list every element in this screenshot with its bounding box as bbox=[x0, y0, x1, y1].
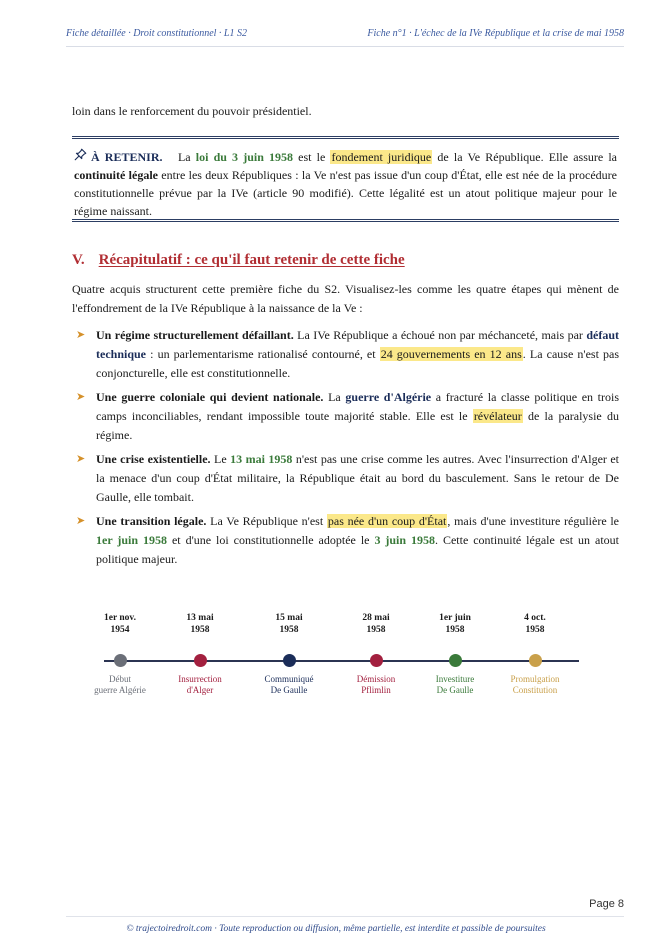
timeline-date: 13 mai bbox=[186, 613, 214, 623]
text-run: , mais d'une investiture régulière le bbox=[447, 514, 620, 528]
timeline-date: 28 mai bbox=[362, 613, 390, 623]
pushpin-icon bbox=[74, 148, 87, 166]
timeline-event bbox=[75, 612, 165, 695]
timeline-dot bbox=[114, 654, 127, 667]
bullet-head: Une transition légale. bbox=[96, 514, 207, 528]
text-run: . La cause n'est pas conjoncturelle, elle est constitutionnelle. bbox=[96, 347, 620, 380]
timeline-year: 1958 bbox=[366, 625, 386, 635]
highlighted-text: fondement juridique bbox=[331, 150, 432, 164]
arrow-bullet-icon: ➤ bbox=[76, 515, 86, 527]
text-run: entre les deux Républiques : la Ve n'est pas issue d'un coup d'État, elle est née de la procédure constitutionnelle prévue par la IVe (article 90 modifié). Cette légalité est un atout politique majeur pour le régime naissant. bbox=[74, 168, 617, 218]
text-run: La Ve République n'est bbox=[206, 514, 327, 528]
timeline-label: Investiture De Gaulle bbox=[435, 674, 475, 695]
bullet-head: Un régime structurellement défaillant. bbox=[96, 328, 294, 342]
continuation-text: loin dans le renforcement du pouvoir présidentiel. bbox=[72, 104, 312, 118]
timeline-dot bbox=[370, 654, 383, 667]
text-run: Le bbox=[210, 452, 231, 466]
header-rule bbox=[66, 46, 624, 47]
timeline-label: Début guerre Algérie bbox=[94, 674, 146, 695]
bold-term: défaut technique bbox=[96, 328, 619, 361]
recap-list bbox=[72, 326, 619, 574]
section-heading-text: Récapitulatif : ce qu'il faut retenir de cette fiche bbox=[98, 252, 405, 268]
text-run: est le bbox=[293, 150, 331, 164]
timeline-label: Démission Pflimlin bbox=[356, 674, 396, 695]
text-run: . Cette continuité légale est un atout politique majeur. bbox=[96, 533, 619, 566]
timeline-label: Communiqué De Gaulle bbox=[264, 674, 314, 695]
highlight-date: 1er juin 1958 bbox=[96, 533, 168, 547]
timeline-event bbox=[331, 612, 421, 695]
timeline-date: 1er juin bbox=[439, 613, 471, 623]
highlight-date: loi du 3 juin 1958 bbox=[195, 150, 294, 164]
text-run: : un parlementarisme rationalisé contourné, et bbox=[146, 347, 380, 361]
list-item bbox=[72, 450, 619, 507]
timeline-year: 1958 bbox=[190, 625, 210, 635]
timeline-date: 1er nov. bbox=[103, 613, 137, 623]
text-run: de la paralysie du régime. bbox=[96, 409, 619, 442]
arrow-bullet-icon: ➤ bbox=[76, 453, 86, 465]
highlight-date: 3 juin 1958 bbox=[374, 533, 436, 547]
arrow-bullet-icon: ➤ bbox=[76, 329, 86, 341]
timeline-event bbox=[410, 612, 500, 695]
timeline-dot bbox=[194, 654, 207, 667]
timeline-label: Insurrection d'Alger bbox=[178, 674, 222, 695]
list-item bbox=[72, 512, 619, 569]
footer-rule bbox=[66, 916, 624, 917]
timeline-axis bbox=[104, 660, 579, 662]
intro-paragraph: Quatre acquis structurent cette première fiche du S2. Visualisez-les comme les quatre étapes qui mènent de l'effondrement de la IVe République à la naissance de la Ve : bbox=[72, 282, 619, 315]
timeline-event bbox=[490, 612, 580, 695]
header-left: Fiche détaillée · Droit constitutionnel · L1 S2 bbox=[66, 28, 247, 39]
timeline bbox=[72, 612, 619, 702]
timeline-date: 15 mai bbox=[275, 613, 303, 623]
text-run: La bbox=[177, 150, 196, 164]
list-item bbox=[72, 326, 619, 383]
timeline-year: 1958 bbox=[279, 625, 299, 635]
highlight-date: 13 mai 1958 bbox=[230, 452, 293, 466]
section-title bbox=[72, 252, 405, 269]
running-header bbox=[66, 28, 624, 46]
timeline-label: Promulgation Constitution bbox=[510, 674, 560, 695]
arrow-bullet-icon: ➤ bbox=[76, 391, 86, 403]
text-run: de la Ve République. Elle assure la bbox=[432, 150, 618, 164]
bullet-head: Une guerre coloniale qui devient nationale. bbox=[96, 390, 324, 404]
text-run: a fracturé la classe politique en trois camps inconciliables, rendant impossible toute majorité stable. Elle est le bbox=[96, 390, 620, 423]
timeline-event bbox=[244, 612, 334, 695]
header-right: Fiche n°1 · L'échec de la IVe République et la crise de mai 1958 bbox=[367, 28, 624, 39]
copyright-footer: © trajectoiredroit.com · Toute reproduction ou diffusion, même partielle, est interdite et passible de poursuites bbox=[126, 924, 546, 934]
highlighted-text: révélateur bbox=[473, 409, 522, 423]
text-run: La bbox=[323, 390, 346, 404]
timeline-year: 1954 bbox=[110, 625, 130, 635]
bullet-head: Une crise existentielle. bbox=[96, 452, 211, 466]
retenir-text bbox=[74, 148, 617, 220]
timeline-dot bbox=[283, 654, 296, 667]
timeline-date: 4 oct. bbox=[524, 613, 546, 623]
text-run: La IVe République a échoué non par méchanceté, mais par bbox=[293, 328, 587, 342]
section-number: V. bbox=[72, 252, 85, 268]
timeline-year: 1958 bbox=[525, 625, 545, 635]
retenir-box bbox=[72, 136, 619, 222]
retenir-label: À RETENIR. bbox=[91, 150, 163, 164]
timeline-event bbox=[155, 612, 245, 695]
list-item bbox=[72, 388, 619, 445]
highlighted-text: 24 gouvernements en 12 ans bbox=[380, 347, 522, 361]
timeline-year: 1958 bbox=[445, 625, 465, 635]
highlighted-text: pas née d'un coup d'État bbox=[327, 514, 447, 528]
bold-term: continuité légale bbox=[74, 168, 158, 182]
text-run: n'est pas une crise comme les autres. Avec l'insurrection d'Alger et la menace d'un coup d'État militaire, la République était au bord du basculement. Sans le retour de De Gaulle, elle tombait. bbox=[96, 452, 620, 504]
page-number: Page 8 bbox=[589, 898, 624, 910]
timeline-dot bbox=[449, 654, 462, 667]
text-run: et d'une loi constitutionnelle adoptée le bbox=[167, 533, 375, 547]
timeline-dot bbox=[529, 654, 542, 667]
bold-term: guerre d'Algérie bbox=[345, 390, 432, 404]
